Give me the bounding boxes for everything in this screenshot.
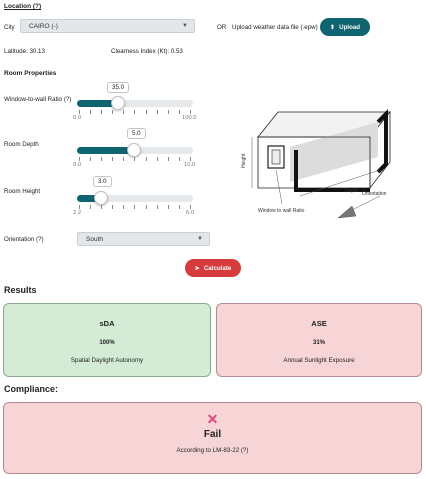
room-diagram — [230, 92, 420, 227]
latitude-text: Latitude: 30.13 — [4, 48, 45, 55]
chevron-down-icon: ▼ — [182, 23, 188, 29]
orientation-label: Orientation (?) — [4, 236, 44, 243]
upload-weather-label: Upload weather data file (.epw) — [232, 24, 318, 31]
compliance-status: Fail — [203, 429, 222, 440]
height-min: 2.2 — [73, 210, 82, 216]
depth-max: 10.0 — [184, 162, 196, 168]
upload-button[interactable] — [320, 18, 370, 36]
city-select-value: CAIRO (-) — [29, 22, 58, 30]
upload-icon: ⬆ — [329, 23, 336, 31]
height-ticks — [79, 205, 191, 209]
depth-dim-label: Depth — [345, 188, 359, 194]
results-heading: Results — [4, 285, 37, 295]
sda-value: 100% — [99, 340, 115, 346]
calculate-button-label: Calculate — [203, 264, 232, 272]
compliance-card — [3, 402, 422, 474]
compliance-reference: According to LM-83-22 (?) — [176, 447, 249, 454]
height-dim-label: Height — [241, 153, 247, 168]
sda-card — [3, 303, 211, 377]
compliance-heading: Compliance: — [4, 384, 59, 394]
clearness-index-text: Clearness Index (Kt): 0.53 — [111, 48, 183, 55]
depth-slider-thumb[interactable] — [127, 143, 141, 157]
orientation-dim-label: Orientation — [362, 191, 387, 197]
height-value-bubble: 3.0 — [93, 176, 112, 187]
wwr-slider-track[interactable] — [77, 100, 193, 107]
ase-value: 31% — [312, 340, 325, 346]
orientation-select-value: South — [86, 235, 103, 243]
height-slider-thumb[interactable] — [94, 191, 108, 205]
sda-title: sDA — [99, 319, 115, 328]
upload-button-label: Upload — [339, 23, 361, 31]
city-label: City — [4, 24, 15, 31]
or-label: OR — [217, 24, 227, 31]
calculate-button[interactable] — [185, 259, 241, 277]
orientation-select[interactable] — [77, 232, 210, 246]
wwr-max: 100.0 — [182, 115, 197, 121]
wwr-slider-thumb[interactable] — [111, 96, 125, 110]
chevron-down-icon: ▼ — [197, 236, 203, 242]
ase-card — [216, 303, 422, 377]
depth-value-bubble: 5.0 — [127, 128, 146, 139]
room-properties-heading: Room Properties — [4, 70, 57, 77]
orientation-arrow-icon — [338, 206, 356, 218]
wwr-diagram-label: Window to wall Ratio — [258, 208, 305, 214]
depth-label: Room Depth — [4, 141, 39, 148]
ase-subtitle: Annual Sunlight Exposure — [283, 357, 355, 364]
location-heading: Location (?) — [4, 3, 42, 10]
wwr-ticks — [79, 110, 191, 114]
fail-x-icon: ✕ — [206, 411, 219, 427]
wwr-value-bubble: 35.0 — [107, 82, 129, 93]
depth-ticks — [79, 157, 191, 161]
height-label: Room Height — [4, 188, 41, 195]
wwr-min: 0.0 — [73, 115, 82, 121]
wwr-label: Window-to-wall Ratio (?) — [4, 96, 72, 103]
height-max: 6.0 — [186, 210, 195, 216]
ase-title: ASE — [311, 319, 327, 328]
send-icon: ➤ — [194, 264, 200, 272]
sda-subtitle: Spatial Daylight Autonomy — [70, 357, 144, 364]
depth-min: 0.0 — [73, 162, 82, 168]
city-select[interactable] — [20, 19, 195, 33]
